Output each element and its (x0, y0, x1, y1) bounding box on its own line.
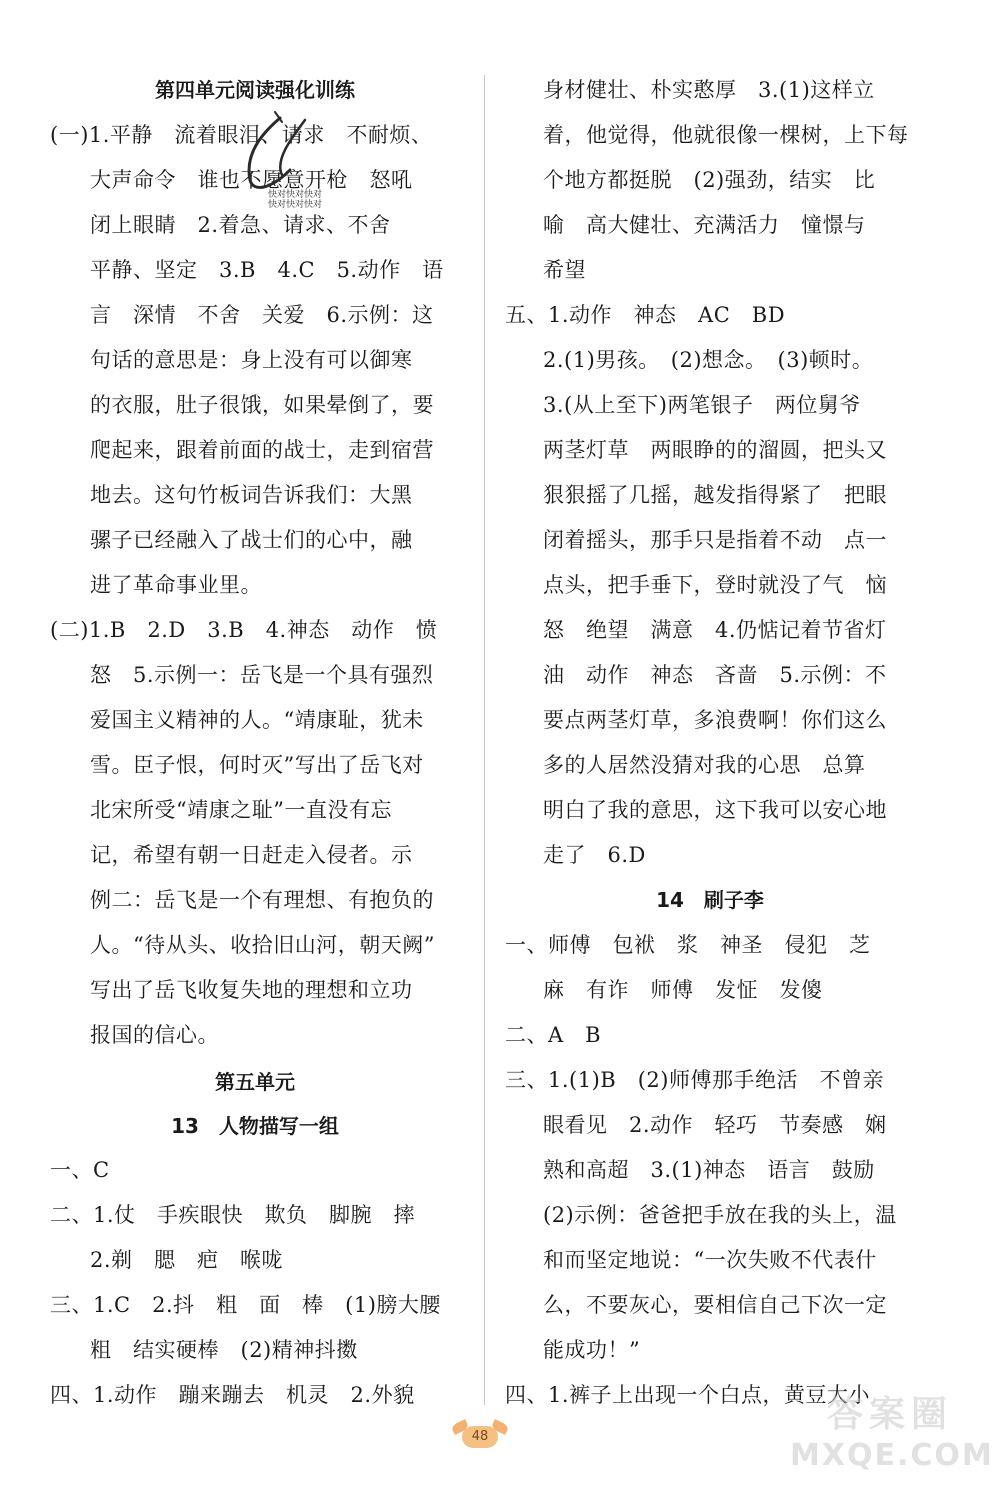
answer-line: 大声命令 谁也不愿意开枪 怒吼 (90, 168, 413, 192)
answer-line: 闭上眼睛 2.着急、请求、不舍 (90, 213, 391, 237)
answer-line: 写出了岳飞收复失地的理想和立功 (90, 978, 413, 1002)
answer-line: 狠狠摇了几摇，越发指得紧了 把眼 (543, 483, 887, 507)
unit-title: 第五单元 (215, 1070, 295, 1094)
answer-line: 四、1.动作 蹦来蹦去 机灵 2.外貌 (50, 1383, 415, 1407)
lesson-title: 13 人物描写一组 (171, 1114, 339, 1138)
answer-line: 2.剃 腮 疤 喉咙 (90, 1248, 284, 1272)
answer-line: 希望 (543, 258, 586, 282)
answer-line: 个地方都挺脱 (2)强劲，结实 比 (543, 168, 876, 192)
answer-line: 点头，把手垂下，登时就没了气 恼 (543, 573, 887, 597)
answer-line: 喻 高大健壮、充满活力 憧憬与 (543, 213, 866, 237)
answer-line: 多的人居然没猜对我的心思 总算 (543, 753, 866, 777)
watermark-logo-text: 答案圈 (826, 1394, 953, 1435)
watermark (790, 1386, 994, 1486)
answer-line: 明白了我的意思，这下我可以安心地 (543, 798, 887, 822)
answer-line: 闭着摇头，那手只是指着不动 点一 (543, 528, 887, 552)
answer-line: 记，希望有朝一日赶走入侵者。示 (90, 843, 413, 867)
answer-line: 北宋所受“靖康之耻”一直没有忘 (90, 798, 392, 822)
answer-line: 走了 6.D (543, 843, 646, 867)
page-number-badge (452, 1420, 508, 1454)
answer-line: 平静、坚定 3.B 4.C 5.动作 语 (90, 258, 444, 282)
answer-line: 句话的意思是：身上没有可以御寒 (90, 348, 413, 372)
answer-line: 油 动作 神态 吝啬 5.示例：不 (543, 663, 887, 687)
answer-line: 3.(从上至下)两笔银子 两位舅爷 (543, 393, 861, 417)
answer-line: 身材健壮、朴实憨厚 3.(1)这样立 (543, 78, 875, 102)
answer-line: (二)1.B 2.D 3.B 4.神态 动作 愤 (50, 618, 438, 642)
answer-line: 两茎灯草 两眼睁的的溜圆，把头又 (543, 438, 887, 462)
answer-line: 人。“待从头、收拾旧山河，朝天阙” (90, 933, 435, 957)
answer-line: 2.(1)男孩。 (2)想念。 (3)顿时。 (543, 348, 874, 372)
answer-line: 能成功！” (543, 1338, 641, 1362)
answer-line: 五、1.动作 神态 AC BD (505, 303, 786, 327)
lesson-title: 14 刷子李 (656, 888, 764, 912)
answer-line: 粗 结实硬棒 (2)精神抖擞 (90, 1338, 358, 1362)
answer-line: 言 深情 不舍 关爱 6.示例：这 (90, 303, 434, 327)
answer-line: 麻 有诈 师傅 发怔 发傻 (543, 978, 823, 1002)
answer-line: 着，他觉得，他就很像一棵树，上下每 (543, 123, 909, 147)
answer-line: 一、师傅 包袱 浆 神圣 侵犯 芝 (505, 933, 871, 957)
page-number: 48 (471, 1429, 489, 1444)
answer-line: 怒 5.示例一：岳飞是一个具有强烈 (90, 663, 434, 687)
answer-line: 二、A B (505, 1023, 602, 1047)
answer-line: 三、1.(1)B (2)师傅那手绝活 不曾亲 (505, 1068, 884, 1092)
answer-line: 和而坚定地说：“一次失败不代表什 (543, 1248, 877, 1272)
answer-line: 进了革命事业里。 (90, 573, 262, 597)
watermark-url: MXQE.COM (790, 1438, 994, 1473)
answer-line: (一)1.平静 流着眼泪、请求 不耐烦、 (50, 123, 433, 147)
section-title: 第四单元阅读强化训练 (155, 78, 355, 102)
answer-line: 二、1.仗 手疾眼快 欺负 脚腕 摔 (50, 1203, 416, 1227)
answer-line: 要点两茎灯草，多浪费啊！你们这么 (543, 708, 887, 732)
answer-line: 熟和高超 3.(1)神态 语言 鼓励 (543, 1158, 875, 1182)
answer-line: 雪。臣子恨，何时灭”写出了岳飞对 (90, 753, 424, 777)
answer-line: 例二：岳飞是一个有理想、有抱负的 (90, 888, 434, 912)
answer-line: 四、1.裤子上出现一个白点，黄豆大小 (505, 1383, 871, 1407)
column-divider (484, 75, 485, 1405)
answer-line: 地去。这句竹板词告诉我们：大黑 (90, 483, 413, 507)
answer-line: 一、C (50, 1158, 110, 1182)
answer-line: 爱国主义精神的人。“靖康耻，犹未 (90, 708, 424, 732)
answer-line: 爬起来，跟着前面的战士，走到宿营 (90, 438, 434, 462)
stamp-text: 快对快对快对 快对快对快对 (268, 190, 323, 210)
answer-line: 么，不要灰心，要相信自己下次一定 (543, 1293, 887, 1317)
answer-line: 眼看见 2.动作 轻巧 节奏感 娴 (543, 1113, 887, 1137)
answer-line: 的衣服，肚子很饿，如果晕倒了，要 (90, 393, 434, 417)
answer-line: 报国的信心。 (90, 1023, 219, 1047)
answer-line: (2)示例：爸爸把手放在我的头上，温 (543, 1203, 897, 1227)
answer-line: 怒 绝望 满意 4.仍惦记着节省灯 (543, 618, 887, 642)
answer-line: 三、1.C 2.抖 粗 面 棒 (1)膀大腰 (50, 1293, 441, 1317)
answer-line: 骡子已经融入了战士们的心中，融 (90, 528, 413, 552)
